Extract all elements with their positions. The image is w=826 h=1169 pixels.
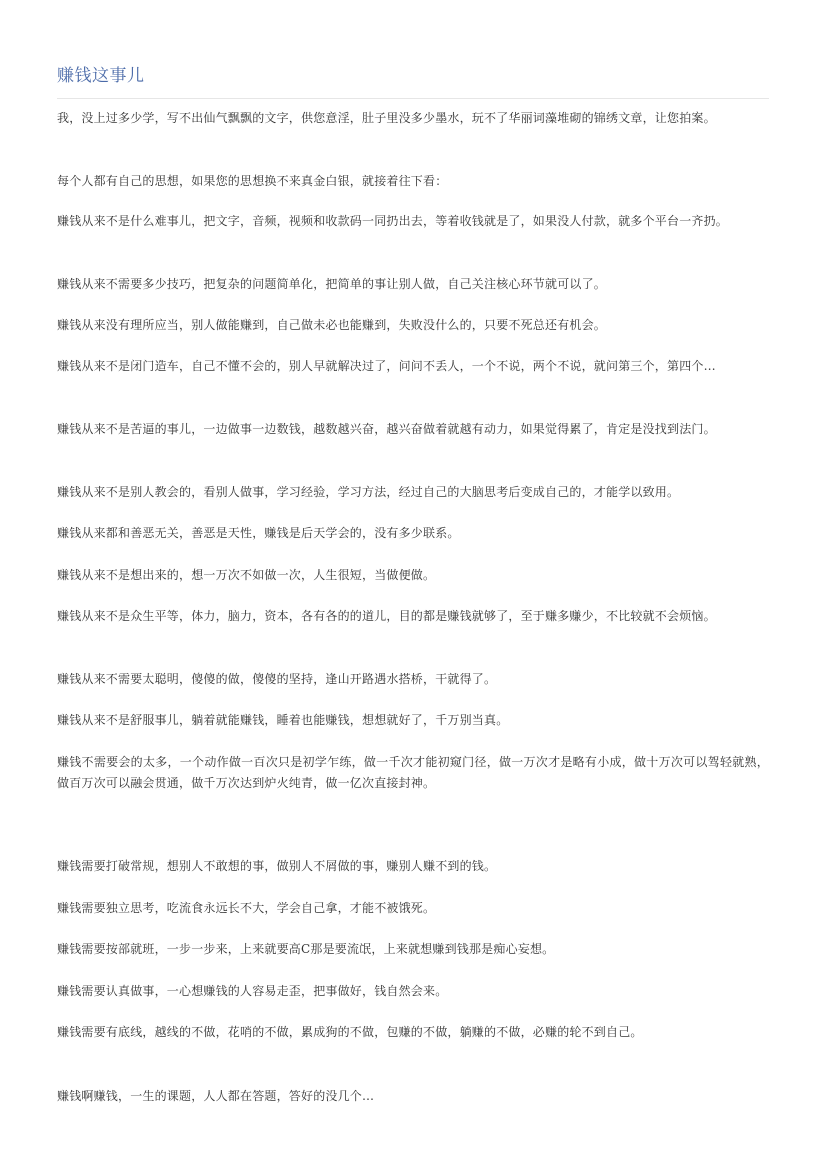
paragraph-19: 赚钱需要有底线，越线的不做，花哨的不做，累成狗的不做，包赚的不做，躺赚的不做，必赚的轮不到自己。 (57, 1025, 643, 1039)
paragraph-7: 赚钱从来不是苦逼的事儿，一边做事一边数钱，越数越兴奋，越兴奋做着就越有动力，如果觉得累了，肯定是没找到法门。 (57, 422, 716, 436)
paragraph-3: 赚钱从来不是什么难事儿，把文字，音频，视频和收款码一同扔出去，等着收钱就是了，如果没人付款，就多个平台一齐扔。 (57, 214, 729, 228)
paragraph-13: 赚钱从来不是舒服事儿，躺着就能赚钱，睡着也能赚钱，想想就好了，千万别当真。 (57, 713, 509, 727)
paragraph-20: 赚钱啊赚钱，一生的课题，人人都在答题，答好的没几个… (57, 1089, 375, 1103)
title-divider (57, 98, 769, 99)
paragraph-2: 每个人都有自己的思想，如果您的思想换不来真金白银，就接着往下看： (57, 174, 448, 188)
paragraph-6: 赚钱从来不是闭门造车，自己不懂不会的，别人早就解决过了，问问不丢人，一个不说，两个不说，就问第三个，第四个… (57, 359, 716, 373)
paragraph-9: 赚钱从来都和善恶无关，善恶是天性，赚钱是后天学会的，没有多少联系。 (57, 526, 460, 540)
paragraph-10: 赚钱从来不是想出来的，想一万次不如做一次，人生很短，当做便做。 (57, 568, 436, 582)
paragraph-8: 赚钱从来不是别人教会的，看别人做事，学习经验，学习方法，经过自己的大脑思考后变成自己的，才能学以致用。 (57, 485, 680, 499)
paragraph-1: 我，没上过多少学，写不出仙气飘飘的文字，供您意淫，肚子里没多少墨水，玩不了华丽词藻堆砌的锦绣文章，让您拍案。 (57, 111, 716, 125)
article-title: 赚钱这事儿 (57, 66, 145, 86)
paragraph-17: 赚钱需要按部就班，一步一步来，上来就要高C那是要流氓，上来就想赚到钱那是痴心妄想。 (57, 942, 555, 956)
paragraph-14: 赚钱不需要会的太多，一个动作做一百次只是初学乍练，做一千次才能初窥门径，做一万次才是略有小成，做十万次可以驾轻就熟，做百万次可以融会贯通，做千万次达到炉火纯青，做一亿次直接封神。 (57, 755, 769, 790)
paragraph-4: 赚钱从来不需要多少技巧，把复杂的问题简单化，把简单的事让别人做，自己关注核心环节就可以了。 (57, 277, 607, 291)
paragraph-15: 赚钱需要打破常规，想别人不敢想的事，做别人不屑做的事，赚别人赚不到的钱。 (57, 859, 497, 873)
paragraph-5: 赚钱从来没有理所应当，别人做能赚到，自己做未必也能赚到，失败没什么的，只要不死总还有机会。 (57, 318, 607, 332)
paragraph-12: 赚钱从来不需要太聪明，傻傻的做，傻傻的坚持，逢山开路遇水搭桥，干就得了。 (57, 672, 497, 686)
paragraph-18: 赚钱需要认真做事，一心想赚钱的人容易走歪，把事做好，钱自然会来。 (57, 984, 448, 998)
paragraph-11: 赚钱从来不是众生平等，体力，脑力，资本，各有各的的道儿，目的都是赚钱就够了，至于赚多赚少，不比较就不会烦恼。 (57, 609, 716, 623)
paragraph-16: 赚钱需要独立思考，吃流食永远长不大，学会自己拿，才能不被饿死。 (57, 901, 436, 915)
